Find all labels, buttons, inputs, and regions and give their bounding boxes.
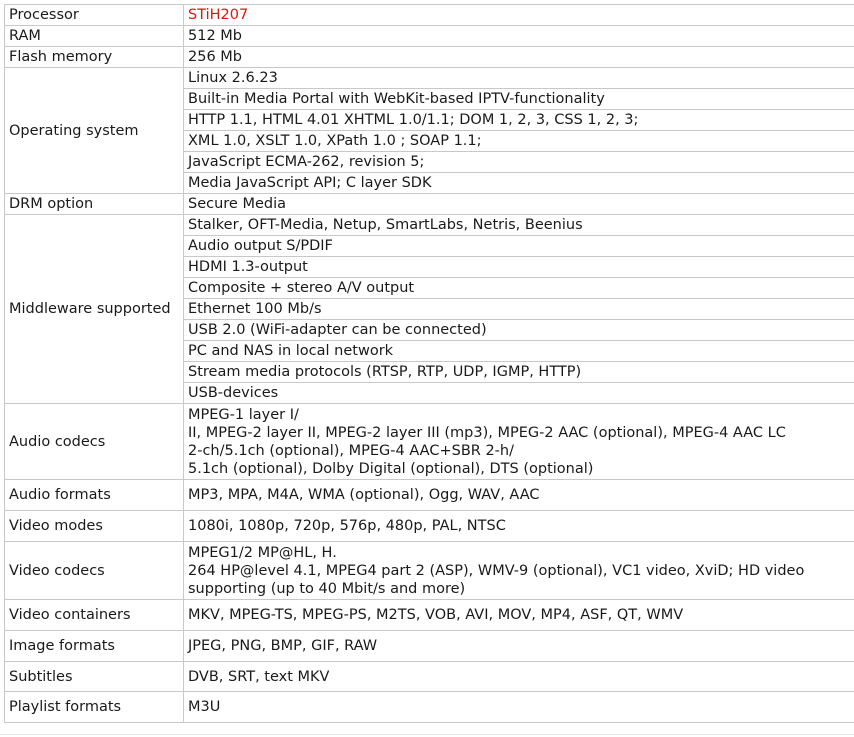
- row-value: 256 Mb: [184, 47, 854, 68]
- value-line: HDMI 1.3-output: [184, 256, 854, 277]
- row-label: DRM option: [5, 194, 184, 215]
- table-row: [5, 194, 854, 215]
- value-text-line: II, MPEG-2 layer II, MPEG-2 layer III (mp3), MPEG-2 AAC (optional), MPEG-4 AAC LC: [188, 424, 786, 441]
- value-line: Built-in Media Portal with WebKit-based IPTV-functionality: [184, 88, 854, 109]
- value-line: Media JavaScript API; C layer SDK: [184, 172, 854, 193]
- row-value: JPEG, PNG, BMP, GIF, RAW: [184, 631, 854, 662]
- table-row: [5, 404, 854, 480]
- row-value: Secure Media: [184, 194, 854, 215]
- row-label: Video containers: [5, 600, 184, 631]
- value-line: PC and NAS in local network: [184, 340, 854, 361]
- table-row: [5, 600, 854, 631]
- row-label: Video modes: [5, 511, 184, 542]
- value-line: JavaScript ECMA-262, revision 5;: [184, 151, 854, 172]
- row-value: MP3, MPA, M4A, WMA (optional), Ogg, WAV, AAC: [184, 480, 854, 511]
- row-value: [184, 215, 854, 404]
- row-value: [184, 68, 854, 194]
- value-line: Stream media protocols (RTSP, RTP, UDP, IGMP, HTTP): [184, 361, 854, 382]
- row-value: [184, 542, 854, 600]
- row-value: M3U: [184, 692, 854, 723]
- value-line: Ethernet 100 Mb/s: [184, 298, 854, 319]
- row-value: 1080i, 1080p, 720p, 576p, 480p, PAL, NTSC: [184, 511, 854, 542]
- value-line: USB 2.0 (WiFi-adapter can be connected): [184, 319, 854, 340]
- row-label: Subtitles: [5, 662, 184, 692]
- value-line: USB-devices: [184, 382, 854, 403]
- value-line: Composite + stereo A/V output: [184, 277, 854, 298]
- row-label: Video codecs: [5, 542, 184, 600]
- table-row: [5, 68, 854, 194]
- table-row: [5, 631, 854, 662]
- value-line: Audio output S/PDIF: [184, 235, 854, 256]
- value-text-line: MPEG1/2 MP@HL, H.: [188, 544, 337, 561]
- row-value: DVB, SRT, text MKV: [184, 662, 854, 692]
- spec-table: [4, 4, 854, 723]
- row-label: Operating system: [5, 68, 184, 194]
- value-text-line: 264 HP@level 4.1, MPEG4 part 2 (ASP), WMV-9 (optional), VC1 video, XviD; HD video: [188, 562, 805, 579]
- row-label: Processor: [5, 5, 184, 26]
- row-value: STiH207: [184, 5, 854, 26]
- row-value: 512 Mb: [184, 26, 854, 47]
- value-text-line: 5.1ch (optional), Dolby Digital (optional), DTS (optional): [188, 460, 594, 477]
- table-row: [5, 215, 854, 404]
- row-label: RAM: [5, 26, 184, 47]
- row-label: Audio formats: [5, 480, 184, 511]
- row-value: [184, 404, 854, 480]
- row-value: MKV, MPEG-TS, MPEG-PS, M2TS, VOB, AVI, MOV, MP4, ASF, QT, WMV: [184, 600, 854, 631]
- value-line: XML 1.0, XSLT 1.0, XPath 1.0 ; SOAP 1.1;: [184, 130, 854, 151]
- table-row: [5, 26, 854, 47]
- value-line: Linux 2.6.23: [188, 70, 278, 86]
- row-label: Middleware supported: [5, 215, 184, 404]
- value-text-line: 2-ch/5.1ch (optional), MPEG-4 AAC+SBR 2-h/: [188, 442, 514, 459]
- table-row: [5, 542, 854, 600]
- table-row: [5, 662, 854, 692]
- row-label: Audio codecs: [5, 404, 184, 480]
- table-row: [5, 692, 854, 723]
- table-row: [5, 480, 854, 511]
- table-row: [5, 5, 854, 26]
- table-row: [5, 511, 854, 542]
- row-label: Playlist formats: [5, 692, 184, 723]
- value-text-line: MPEG-1 layer I/: [188, 406, 299, 423]
- value-line: Stalker, OFT-Media, Netup, SmartLabs, Netris, Beenius: [188, 217, 583, 233]
- value-text-line: supporting (up to 40 Mbit/s and more): [188, 580, 466, 597]
- value-line: HTTP 1.1, HTML 4.01 XHTML 1.0/1.1; DOM 1, 2, 3, CSS 1, 2, 3;: [184, 109, 854, 130]
- table-row: [5, 47, 854, 68]
- row-label: Image formats: [5, 631, 184, 662]
- row-label: Flash memory: [5, 47, 184, 68]
- divider: [0, 734, 854, 735]
